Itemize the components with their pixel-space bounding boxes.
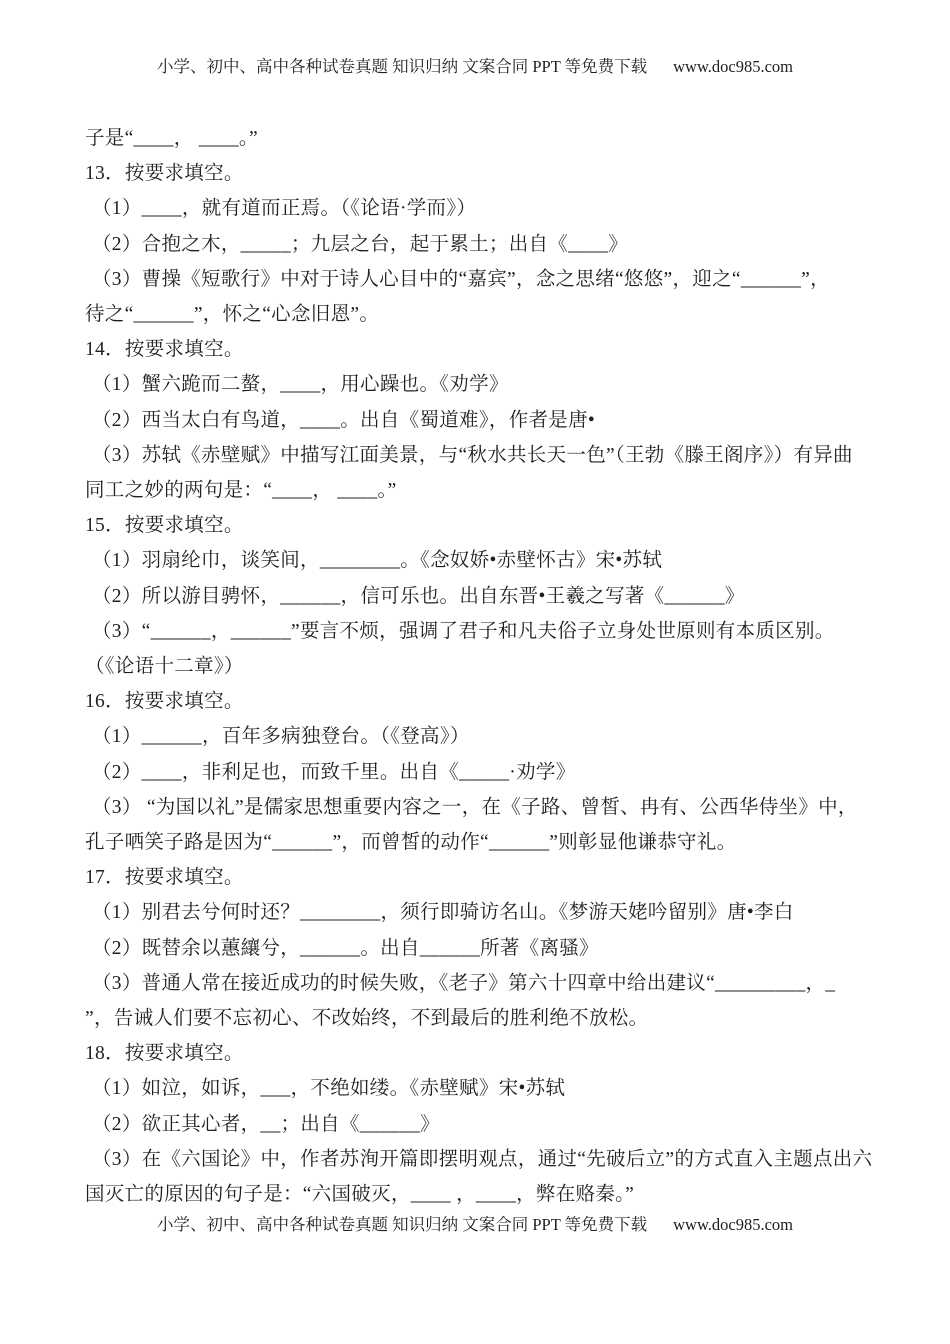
question-13-item-3: （3）曹操《短歌行》中对于诗人心目中的“嘉宾”，念之思绪“悠悠”，迎之“______”， bbox=[92, 268, 830, 290]
footer-url: www.doc985.com bbox=[673, 1215, 794, 1234]
question-13-item-2: （2）合抱之木，_____；九层之台，起于累土；出自《____》 bbox=[92, 233, 629, 255]
question-18-title: 18．按要求填空。 bbox=[85, 1043, 244, 1065]
page-footer bbox=[0, 1211, 950, 1235]
question-17-item-3: （3）普通人常在接近成功的时候失败，《老子》第六十四章中给出建议“_________，_ bbox=[92, 972, 836, 994]
question-16-item-2: （2）____，非利足也，而致千里。出自《_____·劝学》 bbox=[92, 761, 576, 783]
header-text: 小学、初中、高中各种试卷真题 知识归纳 文案合同 PPT 等免费下载 bbox=[156, 57, 648, 76]
text-line-continuation: 子是“____， ____。” bbox=[85, 128, 258, 149]
question-15-item-3-cont: （《论语十二章》） bbox=[85, 656, 244, 678]
question-18-item-1: （1）如泣，如诉，___，不绝如缕。《赤壁赋》宋•苏轼 bbox=[92, 1078, 566, 1100]
page-header bbox=[0, 53, 950, 77]
question-16-item-3: （3） “为国以礼”是儒家思想重要内容之一，在《子路、曾皙、冉有、公西华侍坐》中， bbox=[92, 796, 858, 818]
question-15-item-1: （1）羽扇纶巾，谈笑间，________。《念奴娇•赤壁怀古》宋•苏轼 bbox=[92, 550, 663, 572]
question-16-title: 16．按要求填空。 bbox=[85, 691, 244, 713]
question-17-item-2: （2）既替余以蕙纕兮，______。出自______所著《离骚》 bbox=[92, 937, 599, 959]
question-18-item-2: （2）欲正其心者，__；出自《______》 bbox=[92, 1113, 440, 1135]
question-14-title: 14．按要求填空。 bbox=[85, 339, 244, 361]
question-17-title: 17．按要求填空。 bbox=[85, 867, 244, 889]
question-18-item-3: （3）在《六国论》中，作者苏洵开篇即摆明观点，通过“先破后立”的方式直入主题点出六 bbox=[92, 1148, 873, 1170]
question-15-title: 15．按要求填空。 bbox=[85, 515, 244, 537]
question-17-item-3-cont: ”，告诫人们要不忘初心、不改始终，不到最后的胜利绝不放松。 bbox=[85, 1008, 649, 1030]
question-13-title: 13．按要求填空。 bbox=[85, 163, 244, 185]
question-14-item-3: （3）苏轼《赤壁赋》中描写江面美景，与“秋水共长天一色”（王勃《滕王阁序》）有异曲 bbox=[92, 444, 853, 466]
header-url: www.doc985.com bbox=[673, 57, 794, 76]
question-13-item-3-cont: 待之“______”，怀之“心念旧恩”。 bbox=[85, 304, 380, 326]
question-15-item-2: （2）所以游目骋怀，______，信可乐也。出自东晋•王羲之写著《______》 bbox=[92, 585, 745, 607]
exam-content bbox=[85, 121, 920, 1212]
question-18-item-3-cont: 国灭亡的原因的句子是：“六国破灭，____ ，____，弊在赂秦。” bbox=[85, 1184, 635, 1206]
question-16-item-1: （1）______，百年多病独登台。（《登高》） bbox=[92, 726, 470, 748]
question-16-item-3-cont: 孔子哂笑子路是因为“______”，而曾皙的动作“______”则彰显他谦恭守礼。 bbox=[85, 832, 737, 854]
question-14-item-1: （1）蟹六跪而二螯，____，用心躁也。《劝学》 bbox=[92, 374, 509, 396]
footer-text: 小学、初中、高中各种试卷真题 知识归纳 文案合同 PPT 等免费下载 bbox=[156, 1215, 648, 1234]
question-13-item-1: （1）____，就有道而正焉。（《论语·学而》） bbox=[92, 198, 477, 220]
question-17-item-1: （1）别君去兮何时还？________，须行即骑访名山。《梦游天姥吟留别》唐•李白 bbox=[92, 902, 794, 924]
question-14-item-2: （2）西当太白有鸟道，____。出自《蜀道难》，作者是唐• bbox=[92, 409, 596, 431]
question-15-item-3: （3）“______，______”要言不烦，强调了君子和凡夫俗子立身处世原则有本质区别。 bbox=[92, 620, 835, 642]
question-14-item-3-cont: 同工之妙的两句是：“____， ____。” bbox=[85, 480, 397, 502]
